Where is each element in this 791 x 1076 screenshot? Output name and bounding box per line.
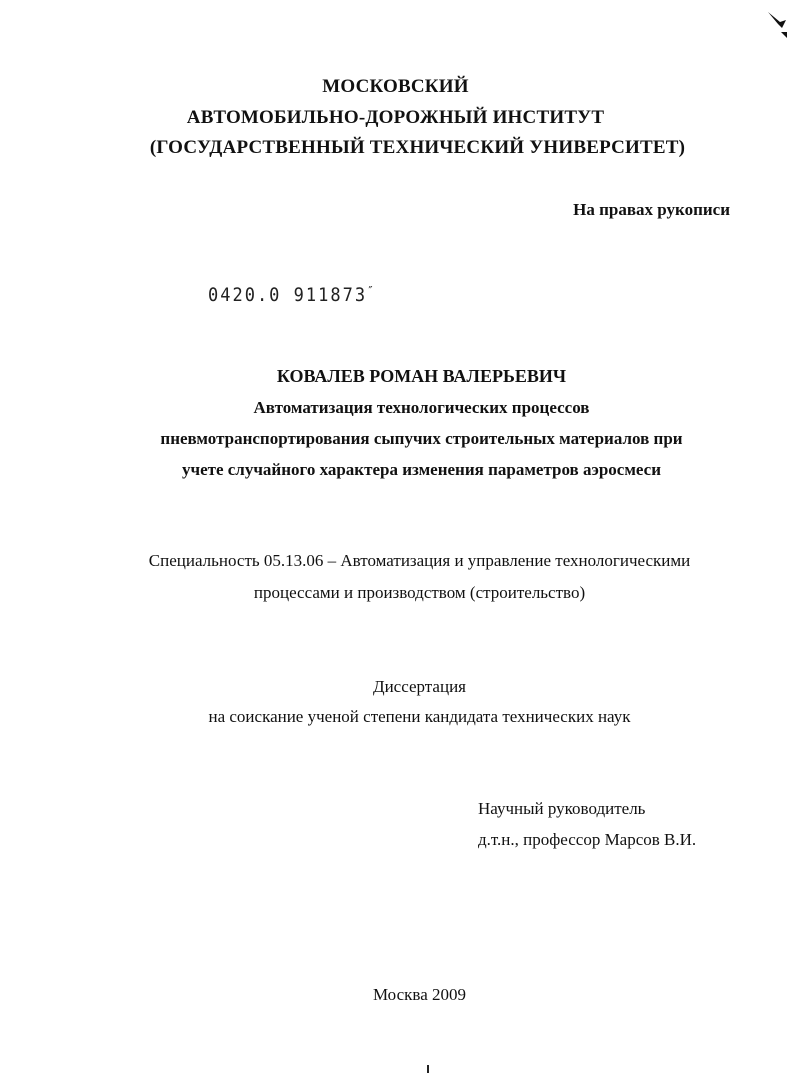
degree-line-2: на соискание ученой степени кандидата технических наук — [208, 707, 631, 726]
page-edge-mark — [427, 1065, 429, 1073]
title-line-1: Автоматизация технологических процессов — [253, 398, 590, 417]
scan-corner-mark-icon — [766, 8, 790, 40]
manuscript-note: На правах рукописи — [573, 200, 730, 219]
registration-number-stamp — [208, 284, 376, 306]
registration-number: 0420.0 911873 — [208, 284, 368, 307]
title-line-3: учете случайного характера изменения параметров аэросмеси — [181, 460, 661, 479]
stamp-mark-icon: ″ — [367, 284, 376, 299]
degree-line-1: Диссертация — [372, 677, 466, 696]
place-year: Москва 2009 — [372, 985, 467, 1004]
institution-line-2: АВТОМОБИЛЬНО-ДОРОЖНЫЙ ИНСТИТУТ — [186, 107, 605, 128]
specialty-line-1: Специальность 05.13.06 – Автоматизация и управление технологическими — [148, 551, 691, 570]
institution-line-1: МОСКОВСКИЙ — [322, 76, 469, 97]
specialty-line-2: процессами и производством (строительство) — [253, 583, 586, 602]
institution-line-3: (ГОСУДАРСТВЕННЫЙ ТЕХНИЧЕСКИЙ УНИВЕРСИТЕТ) — [149, 137, 686, 158]
supervisor-name: д.т.н., профессор Марсов В.И. — [478, 830, 697, 849]
supervisor-label: Научный руководитель — [478, 799, 646, 818]
title-line-2: пневмотранспортирования сыпучих строительных материалов при — [160, 429, 683, 448]
author-name: КОВАЛЕВ РОМАН ВАЛЕРЬЕВИЧ — [276, 366, 567, 386]
